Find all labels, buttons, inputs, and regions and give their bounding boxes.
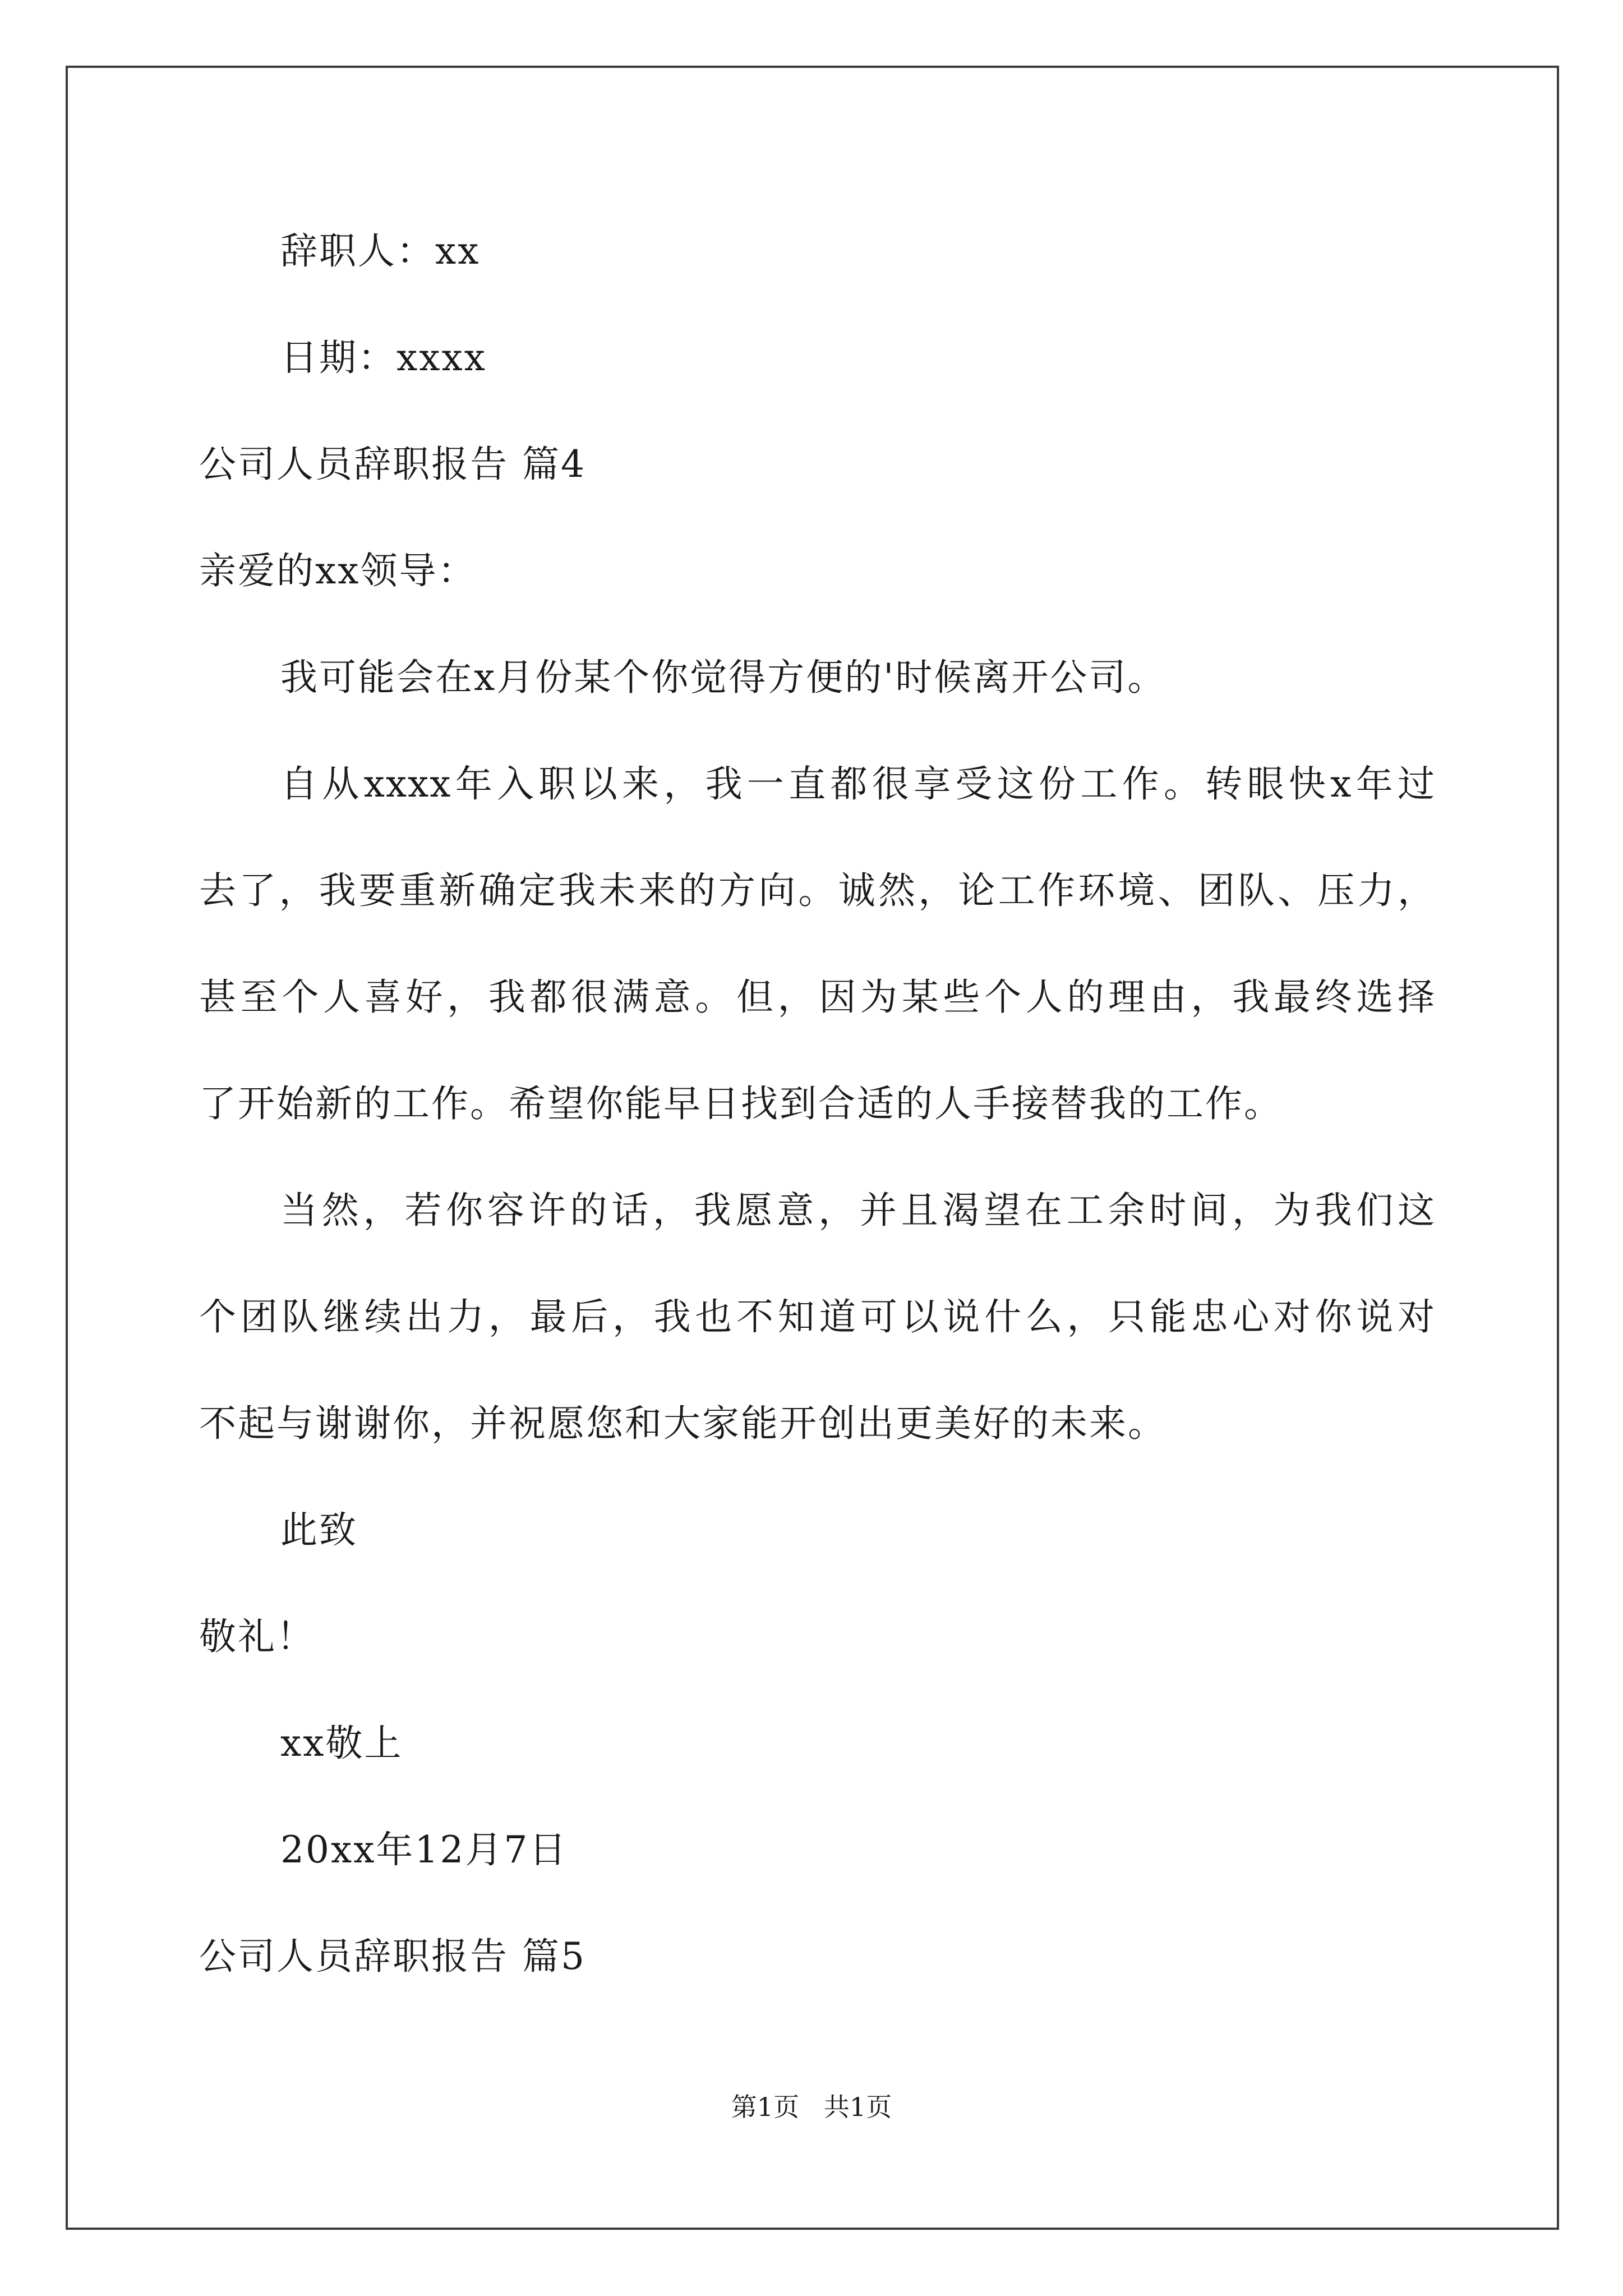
signature: xx敬上: [280, 1722, 403, 1765]
closing-jing-li: 敬礼！: [199, 1615, 315, 1658]
section5-title: 公司人员辞职报告 篇5: [199, 1935, 586, 1978]
date-line: 日期：xxxx: [280, 336, 487, 379]
sign-date: 20xx年12月7日: [280, 1828, 568, 1871]
paragraph-3-line-3: 不起与谢谢你，并祝愿您和大家能开创出更美好的未来。: [199, 1402, 1166, 1445]
paragraph-2-line-2: 去了，我要重新确定我未来的方向。诚然，论工作环境、团队、压力，: [199, 869, 1436, 912]
paragraph-2-line-3: 甚至个人喜好，我都很满意。但，因为某些个人的理由，我最终选择: [199, 976, 1436, 1019]
closing-ci-zhi: 此致: [280, 1508, 358, 1552]
resigner-line: 辞职人：xx: [280, 229, 481, 273]
paragraph-3-line-1: 当然，若你容许的话，我愿意，并且渴望在工余时间，为我们这: [280, 1189, 1436, 1232]
page-number-footer: 第1页 共1页: [731, 2092, 892, 2122]
paragraph-2-line-1: 自从xxxx年入职以来，我一直都很享受这份工作。转眼快x年过: [280, 762, 1436, 806]
page-border: [66, 66, 1559, 2230]
paragraph-2-line-4: 了开始新的工作。希望你能早日找到合适的人手接替我的工作。: [199, 1082, 1283, 1125]
section4-title: 公司人员辞职报告 篇4: [199, 443, 586, 486]
paragraph-1: 我可能会在x月份某个你觉得方便的'时候离开公司。: [280, 656, 1166, 699]
salutation: 亲爱的xx领导：: [199, 549, 477, 592]
paragraph-3-line-2: 个团队继续出力，最后，我也不知道可以说什么，只能忠心对你说对: [199, 1295, 1436, 1338]
